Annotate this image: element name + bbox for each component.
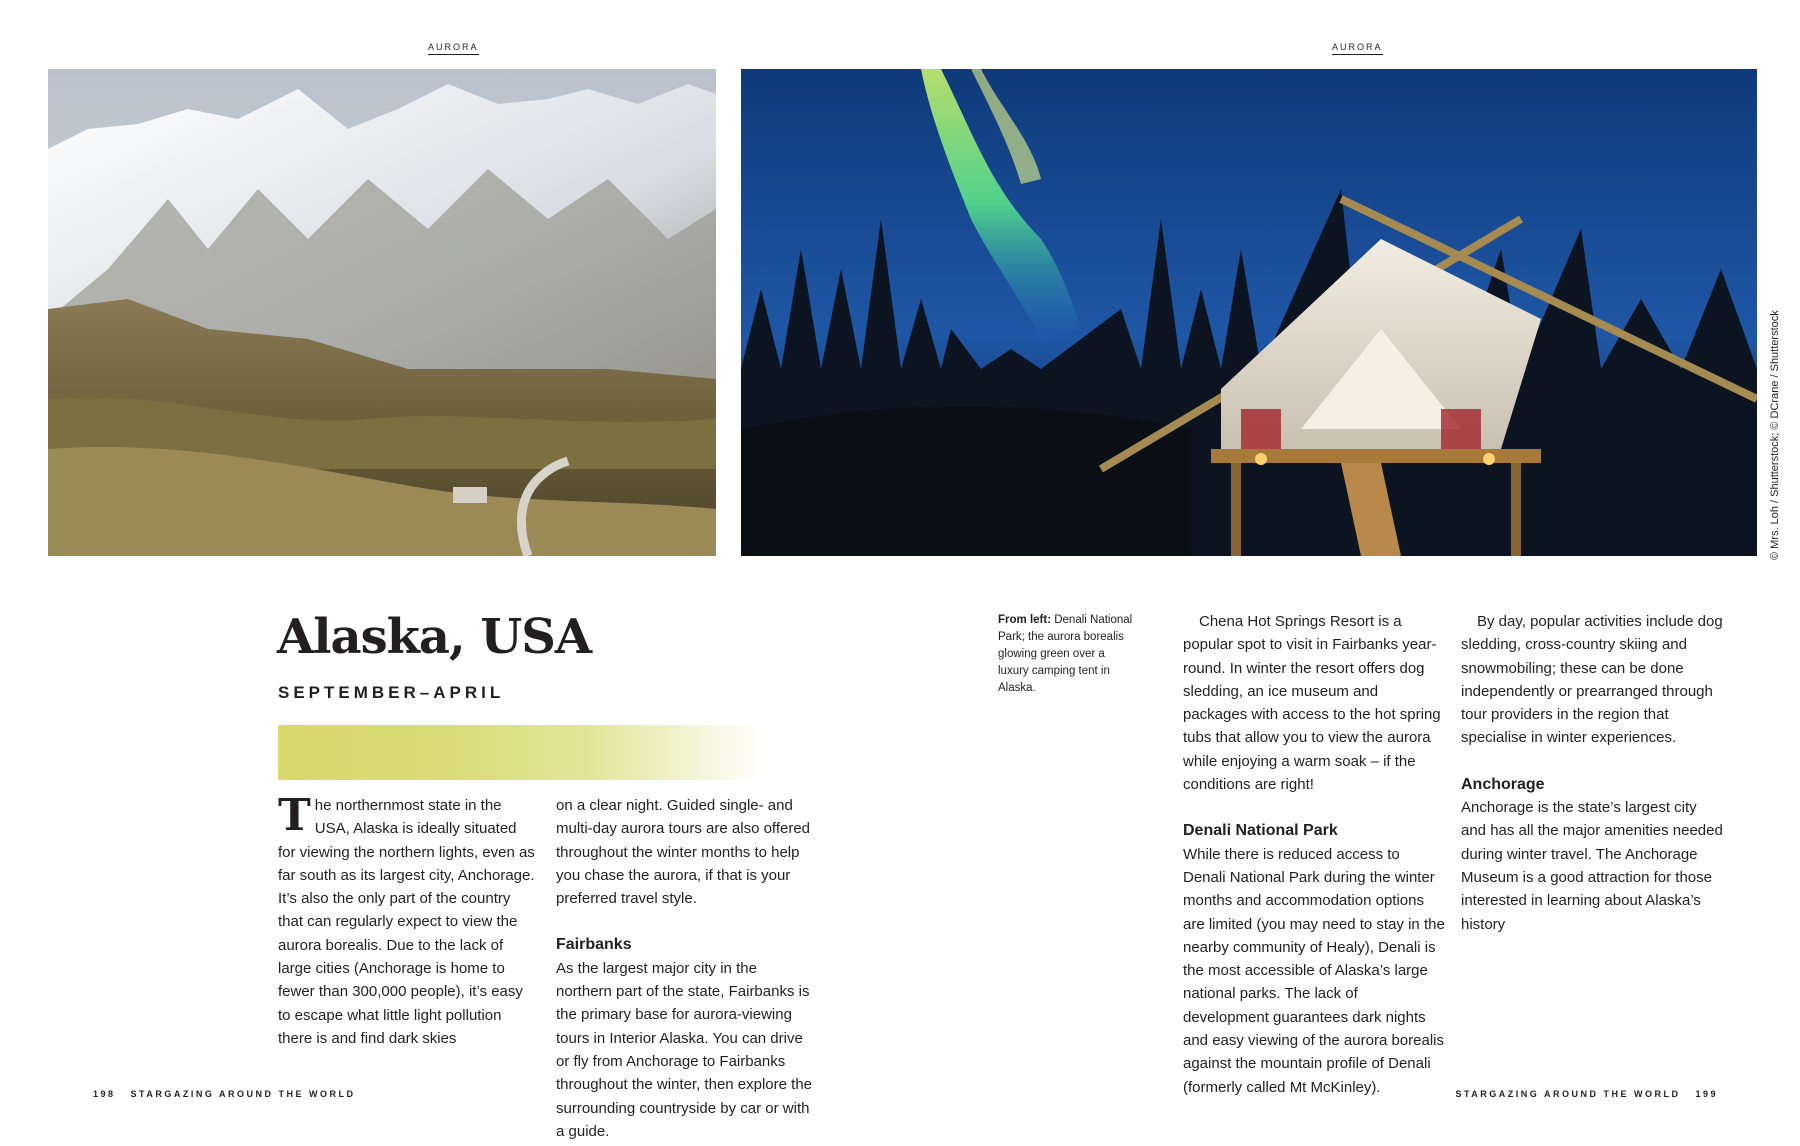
anchorage-paragraph-1: Anchorage is the state’s largest city and has all the major amenities needed during winter travel. The Anchorage Museum is a good attraction for those interested in learning about Alaska’s history xyxy=(1461,799,1723,933)
fairbanks-paragraph-1: As the largest major city in the northern part of the state, Fairbanks is the primary base for aurora-viewing tours in Interior Alaska. You can drive or fly from Anchorage to Fairbanks throughout the winter, then explore the surrounding countryside by car or with a guide. xyxy=(556,959,813,1140)
book-title-right: STARGAZING AROUND THE WORLD xyxy=(1455,1089,1681,1099)
denali-photo-art xyxy=(48,69,716,556)
section-label-right: AURORA xyxy=(1332,42,1383,55)
denali-heading: Denali National Park xyxy=(1183,822,1338,840)
caption-text: Denali National Park; the aurora borealis glowing green over a luxury camping tent in Alaska. xyxy=(998,614,1133,694)
section-label-left: AURORA xyxy=(428,42,479,55)
footer-right xyxy=(1455,1089,1718,1099)
denali-paragraph-2: By day, popular activities include dog sledding, cross-country skiing and snowmobiling; these can be done independently or prearranged through tour providers in the region that specialise in winter experiences. xyxy=(1461,613,1723,747)
aurora-tent-photo xyxy=(741,69,1757,556)
body-column-1 xyxy=(278,790,538,1050)
page-number-right: 199 xyxy=(1695,1089,1718,1099)
body-column-4 xyxy=(1461,610,1723,936)
travel-season: SEPTEMBER–APRIL xyxy=(278,683,505,702)
anchorage-heading: Anchorage xyxy=(1461,775,1545,793)
fairbanks-heading: Fairbanks xyxy=(556,936,632,954)
drop-cap: T xyxy=(278,790,311,841)
photo-caption xyxy=(998,612,1133,697)
intro-continued: on a clear night. Guided single- and multi-day aurora tours are also offered throughout the winter months to help you chase the aurora, if that is your preferred travel style. xyxy=(556,797,811,908)
denali-paragraph-1: While there is reduced access to Denali National Park during the winter months and accommodation options are limited (you may need to stay in the nearby community of Healy), Denali is the most accessible of Alaska’s large national parks. The lack of development guarantees dark nights and easy viewing of the aurora borealis against the mountain profile of Denali (formerly called Mt McKinley). xyxy=(1183,845,1445,1096)
caption-lead: From left: xyxy=(998,614,1052,626)
footer-left xyxy=(93,1089,356,1099)
fairbanks-paragraph-2: Chena Hot Springs Resort is a popular spot to visit in Fairbanks year-round. In winter the resort offers dog sledding, an ice museum and packages with access to the hot spring tubs that allow you to view the aurora while enjoying a warm soak – if the conditions are right! xyxy=(1183,613,1441,794)
color-swatch xyxy=(278,725,763,780)
denali-photo xyxy=(48,69,716,556)
intro-paragraph: he northernmost state in the USA, Alaska is ideally situated for viewing the northern lights, even as far south as its largest city, Anchorage. It’s also the only part of the country that can regularly expect to view the aurora borealis. Due to the lack of large cities (Anchorage is home to fewer than 300,000 people), it’s easy to escape what little light pollution there is and find dark skies xyxy=(278,797,535,1047)
aurora-tent-photo-art xyxy=(741,69,1757,556)
book-title-left: STARGAZING AROUND THE WORLD xyxy=(130,1089,356,1099)
article-title: Alaska, USA xyxy=(277,609,592,665)
page-number-left: 198 xyxy=(93,1089,116,1099)
photo-credit: © Mrs. Loh / Shutterstock; © DCrane / Shutterstock xyxy=(1769,310,1781,560)
body-column-2 xyxy=(556,794,816,1143)
body-column-3 xyxy=(1183,610,1445,1099)
